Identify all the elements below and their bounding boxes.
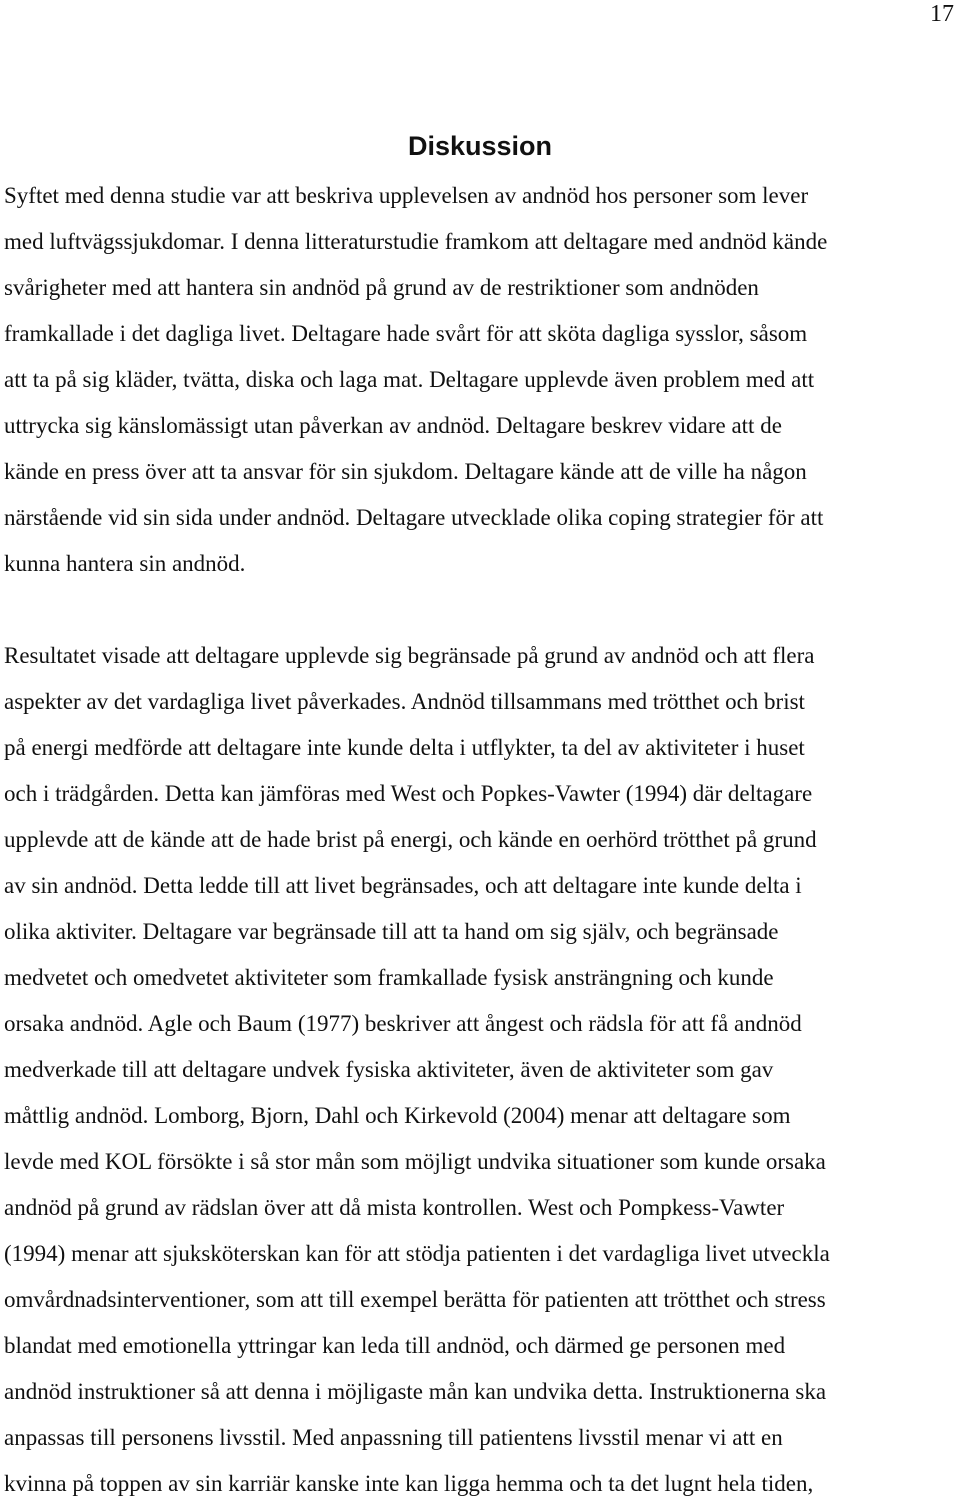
paragraph-1: [4, 173, 827, 587]
text-line: framkallade i det dagliga livet. Deltagare hade svårt för att sköta dagliga sysslor, såsom: [4, 321, 808, 346]
text-line: med luftvägssjukdomar. I denna litteraturstudie framkom att deltagare med andnöd kände: [4, 229, 828, 254]
text-line: svårigheter med att hantera sin andnöd på grund av de restriktioner som andnöden: [4, 275, 759, 300]
text-line: Syftet med denna studie var att beskriva upplevelsen av andnöd hos personer som lever: [4, 183, 809, 208]
text-line: upplevde att de kände att de hade brist på energi, och kände en oerhörd trötthet på grund: [4, 827, 817, 852]
text-line: andnöd på grund av rädslan över att då mista kontrollen. West och Pompkess-Vawter: [4, 1195, 785, 1220]
text-line: omvårdnadsinterventioner, som att till exempel berätta för patienten att trötthet och stress: [4, 1287, 826, 1312]
text-line: att ta på sig kläder, tvätta, diska och laga mat. Deltagare upplevde även problem med att: [4, 367, 815, 392]
text-line: måttlig andnöd. Lomborg, Bjorn, Dahl och Kirkevold (2004) menar att deltagare som: [4, 1103, 791, 1128]
text-line: på energi medförde att deltagare inte kunde delta i utflykter, ta del av aktiviteter i huset: [4, 735, 805, 760]
text-line: Resultatet visade att deltagare upplevde sig begränsade på grund av andnöd och att flera: [4, 643, 815, 668]
text-line: kunna hantera sin andnöd.: [4, 551, 246, 576]
text-line: blandat med emotionella yttringar kan leda till andnöd, och därmed ge personen med: [4, 1333, 786, 1358]
text-line: (1994) menar att sjuksköterskan kan för att stödja patienten i det vardagliga livet utveckla: [4, 1241, 830, 1266]
text-line: levde med KOL försökte i så stor mån som möjligt undvika situationer som kunde orsaka: [4, 1149, 826, 1174]
text-line: anpassas till personens livsstil. Med anpassning till patientens livsstil menar vi att en: [4, 1425, 783, 1450]
text-line: närstående vid sin sida under andnöd. Deltagare utvecklade olika coping strategier för att: [4, 505, 824, 530]
paragraph-2: [4, 633, 830, 1507]
text-line: andnöd instruktioner så att denna i möjligaste mån kan undvika detta. Instruktionerna ska: [4, 1379, 827, 1404]
page-number: 17: [930, 1, 954, 27]
text-line: av sin andnöd. Detta ledde till att livet begränsades, och att deltagare inte kunde delta i: [4, 873, 802, 898]
text-line: medverkade till att deltagare undvek fysiska aktiviteter, även de aktiviteter som gav: [4, 1057, 774, 1082]
text-line: kvinna på toppen av sin karriär kanske inte kan ligga hemma och ta det lugnt hela tiden,: [4, 1471, 814, 1496]
text-line: kände en press över att ta ansvar för sin sjukdom. Deltagare kände att de ville ha någon: [4, 459, 807, 484]
text-line: olika aktiviter. Deltagare var begränsade till att ta hand om sig själv, och begränsade: [4, 919, 779, 944]
text-line: och i trädgården. Detta kan jämföras med West och Popkes-Vawter (1994) där deltagare: [4, 781, 813, 806]
text-line: uttrycka sig känslomässigt utan påverkan av andnöd. Deltagare beskrev vidare att de: [4, 413, 782, 438]
text-line: orsaka andnöd. Agle och Baum (1977) beskriver att ångest och rädsla för att få andnöd: [4, 1011, 802, 1036]
text-line: aspekter av det vardagliga livet påverkades. Andnöd tillsammans med trötthet och brist: [4, 689, 805, 714]
text-line: medvetet och omedvetet aktiviteter som framkallade fysisk ansträngning och kunde: [4, 965, 774, 990]
section-heading: Diskussion: [407, 131, 553, 161]
